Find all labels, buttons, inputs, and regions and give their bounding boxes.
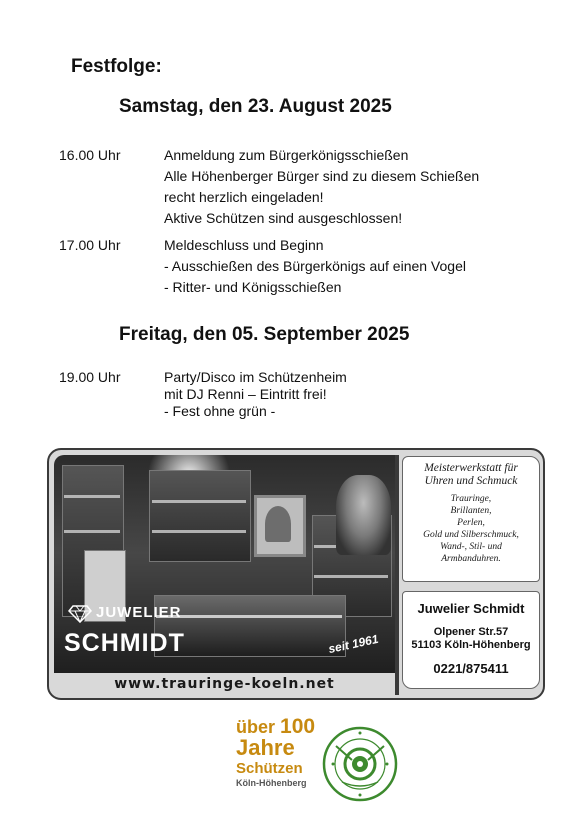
logo-ueber: über bbox=[236, 717, 276, 737]
product-list bbox=[403, 493, 539, 565]
shelf bbox=[156, 615, 342, 618]
shelf bbox=[64, 530, 120, 533]
services-box bbox=[402, 456, 540, 582]
product-item: Wand-, Stil- und bbox=[440, 542, 502, 552]
display-cabinet bbox=[149, 470, 251, 562]
logo-schuetzen: Schützen bbox=[236, 760, 303, 777]
heading-festfolge: Festfolge: bbox=[71, 56, 162, 77]
product-item: Trauringe, bbox=[450, 494, 492, 504]
brand-schmidt: SCHMIDT bbox=[64, 629, 185, 657]
event-description bbox=[164, 235, 564, 298]
workshop-title bbox=[403, 462, 539, 488]
event-line: - Fest ohne grün - bbox=[164, 403, 276, 419]
event-time: 19.00 Uhr bbox=[59, 369, 121, 385]
shelf bbox=[314, 575, 388, 578]
brand-juwelier: JUWELIER bbox=[96, 604, 182, 621]
address bbox=[403, 626, 539, 652]
brotherhood-seal-icon bbox=[322, 726, 398, 802]
event-line: mit DJ Renni – Eintritt frei! bbox=[164, 386, 327, 402]
diamond-icon bbox=[68, 605, 92, 623]
website-url[interactable]: www.trauringe-koeln.net bbox=[114, 676, 335, 692]
event-line: Meldeschluss und Beginn bbox=[164, 237, 324, 253]
event-time: 17.00 Uhr bbox=[59, 237, 121, 253]
divider bbox=[395, 455, 399, 695]
shelf bbox=[152, 530, 246, 533]
product-item: Perlen, bbox=[457, 518, 485, 528]
wall-picture bbox=[254, 495, 306, 557]
model-photo bbox=[336, 475, 391, 555]
event-line: Alle Höhenberger Bürger sind zu diesem Schießen bbox=[164, 168, 480, 184]
street: Olpener Str.57 bbox=[433, 626, 509, 638]
product-item: Gold und Silberschmuck, bbox=[423, 530, 519, 540]
product-item: Brillanten, bbox=[450, 506, 492, 516]
event-line: Aktive Schützen sind ausgeschlossen! bbox=[164, 210, 403, 226]
event-line: recht herzlich eingeladen! bbox=[164, 189, 324, 205]
workshop-title-line: Uhren und Schmuck bbox=[424, 475, 518, 487]
event-line: Anmeldung zum Bürgerkönigsschießen bbox=[164, 147, 409, 163]
shop-name: Juwelier Schmidt bbox=[417, 601, 525, 616]
logo-place: Köln-Höhenberg bbox=[236, 778, 307, 788]
workshop-title-line: Meisterwerkstatt für bbox=[424, 462, 518, 474]
shelf bbox=[152, 500, 246, 503]
city: 51103 Köln-Höhenberg bbox=[411, 639, 531, 651]
since-badge: seit 1961 bbox=[327, 631, 380, 657]
product-item: Armbanduhren. bbox=[441, 554, 501, 564]
event-description bbox=[164, 369, 564, 420]
event-time: 16.00 Uhr bbox=[59, 147, 121, 163]
day1-title: Samstag, den 23. August 2025 bbox=[119, 96, 392, 117]
day2-title: Freitag, den 05. September 2025 bbox=[119, 324, 410, 345]
event-line: - Ritter- und Königsschießen bbox=[164, 279, 342, 295]
contact-box bbox=[402, 591, 540, 689]
logo-jahre: Jahre bbox=[236, 735, 295, 760]
shelf bbox=[64, 495, 120, 498]
store-photo bbox=[54, 455, 395, 673]
event-line: Party/Disco im Schützenheim bbox=[164, 369, 347, 385]
event-line: - Ausschießen des Bürgerkönigs auf einen Vogel bbox=[164, 258, 466, 274]
event-description bbox=[164, 145, 564, 229]
logo-number: 100 bbox=[280, 715, 316, 738]
phone-number: 0221/875411 bbox=[433, 661, 509, 676]
jeweler-advertisement bbox=[47, 448, 545, 700]
